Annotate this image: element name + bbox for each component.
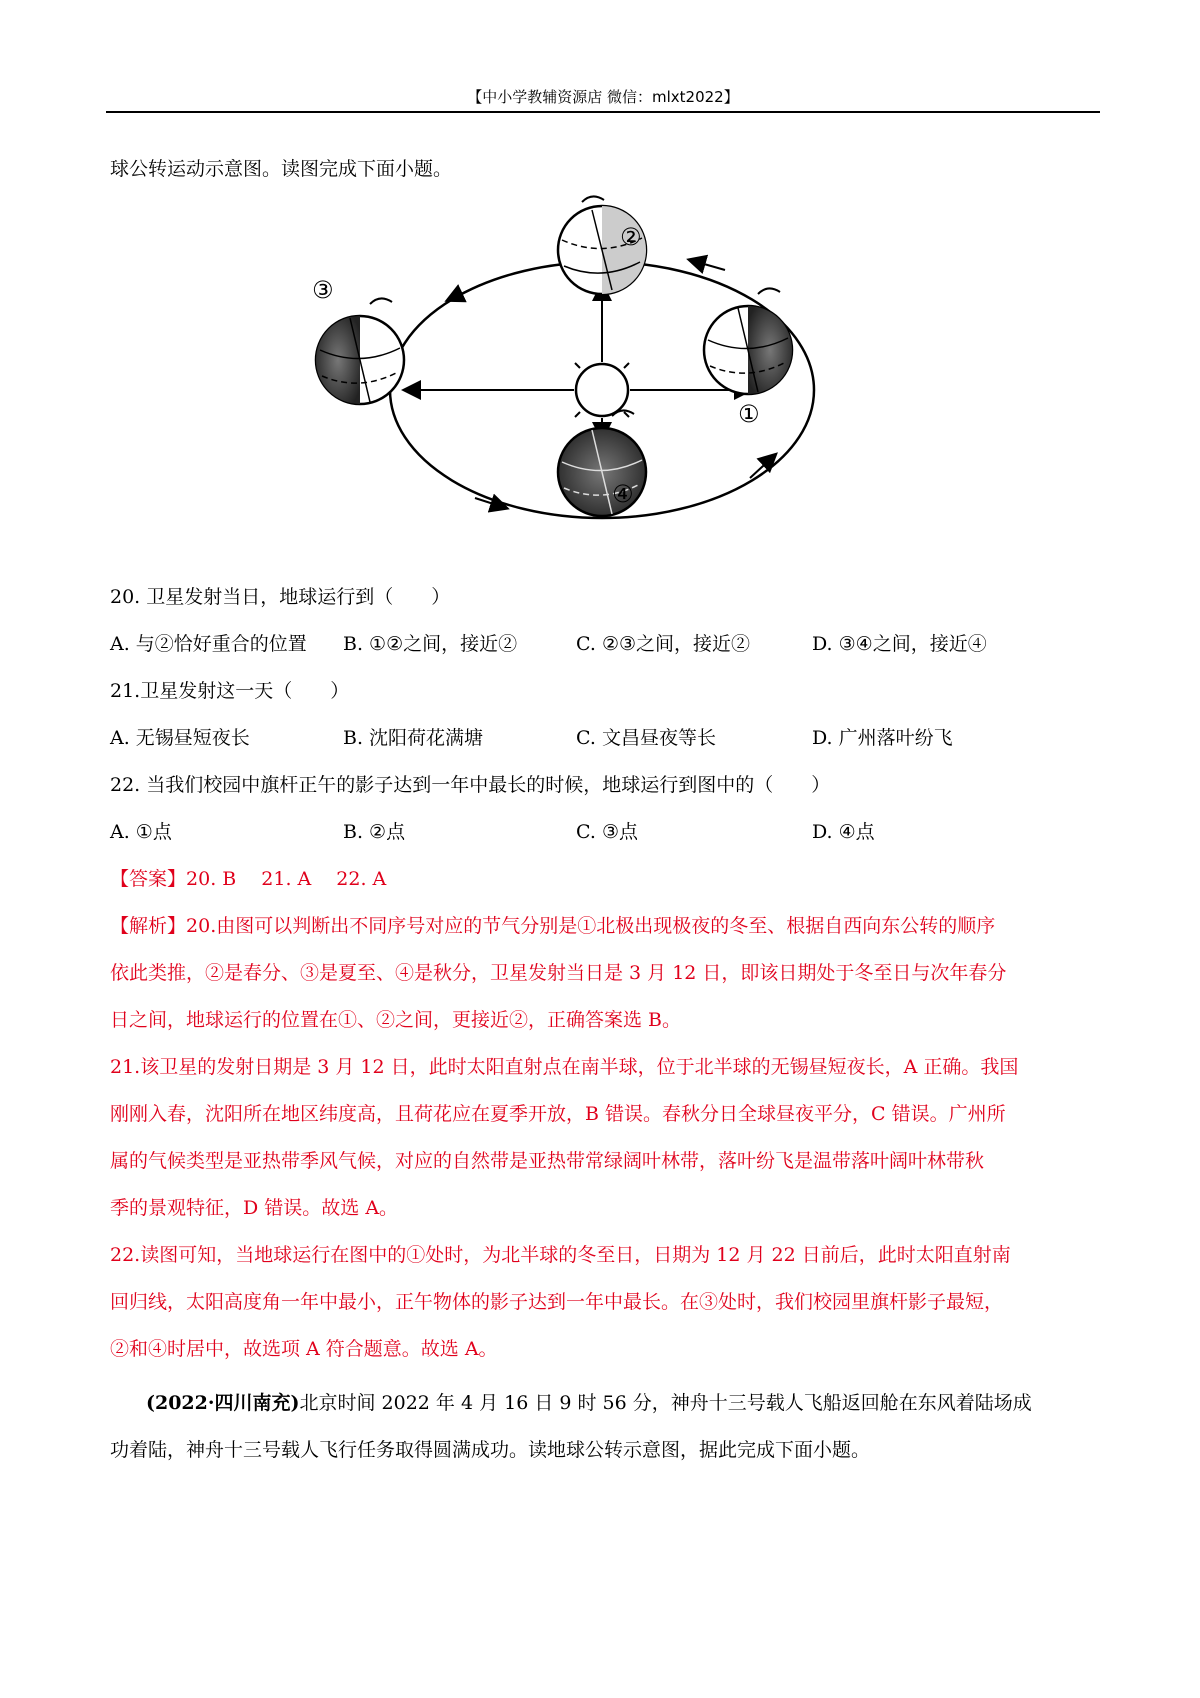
next-question-text: 北京时间 2022 年 4 月 16 日 9 时 56 分，神舟十三号载人飞船返回舱在东风着陆场成 [299,1392,1032,1414]
analysis-line-3: 日之间，地球运行的位置在①、②之间，更接近②，正确答案选 B。 [110,1009,682,1031]
analysis-line-7: 季的景观特征，D 错误。故选 A。 [110,1197,399,1219]
earth-orbit-diagram [312,200,890,560]
label-3: ③ [312,276,334,304]
orbit-arrow [690,260,725,270]
next-question-line-1 [146,1390,1032,1416]
page-header: 【中小学教辅资源店 微信：mlxt2022】 [467,88,739,106]
q21-option-d[interactable]: D. 广州落叶纷飞 [812,727,953,749]
q20-option-a[interactable]: A. 与②恰好重合的位置 [110,633,307,655]
q20-option-c[interactable]: C. ②③之间，接近② [576,633,751,655]
q22-option-b[interactable]: B. ②点 [343,821,406,843]
analysis-line-8: 22.读图可知，当地球运行在图中的①处时，为北半球的冬至日，日期为 12 月 22 日前后，此时太阳直射南 [110,1244,1011,1266]
q22-stem: 22. 当我们校园中旗杆正午的影子达到一年中最长的时候，地球运行到图中的（ ） [110,774,831,796]
label-2: ② [620,223,642,251]
intro-text: 球公转运动示意图。读图完成下面小题。 [110,158,453,180]
analysis-line-4: 21.该卫星的发射日期是 3 月 12 日，此时太阳直射点在南半球，位于北半球的无锡昼短夜长，A 正确。我国 [110,1056,1019,1078]
analysis-tag: 【解析】 [110,915,187,937]
analysis-line-10: ②和④时居中，故选项 A 符合题意。故选 A。 [110,1338,498,1360]
analysis-line-6: 属的气候类型是亚热带季风气候，对应的自然带是亚热带常绿阔叶林带，落叶纷飞是温带落叶阔叶林带秋 [110,1150,985,1172]
earth-position-3 [316,298,404,404]
label-1: ① [738,400,760,428]
label-4: ④ [612,480,634,508]
q21-option-c[interactable]: C. 文昌昼夜等长 [576,727,716,749]
analysis-line-9: 回归线，太阳高度角一年中最小，正午物体的影子达到一年中最长。在③处时，我们校园里旗杆影子最短， [110,1291,1004,1313]
analysis-line-5: 刚刚入春，沈阳所在地区纬度高，且荷花应在夏季开放，B 错误。春秋分日全球昼夜平分，C 错误。广州所 [110,1103,1006,1125]
q21-stem: 21.卫星发射这一天（ ） [110,680,350,702]
analysis-text: 20.由图可以判断出不同序号对应的节气分别是①北极出现极夜的冬至、根据自西向东公转的顺序 [186,915,996,937]
q20-option-d[interactable]: D. ③④之间，接近④ [812,633,987,655]
q20-stem: 20. 卫星发射当日，地球运行到（ ） [110,586,451,608]
q22-option-c[interactable]: C. ③点 [576,821,638,843]
q21-option-b[interactable]: B. 沈阳荷花满塘 [343,727,484,749]
answer-line [110,866,386,892]
analysis-line-1 [110,913,995,939]
answer-text: 20. B 21. A 22. A [186,868,387,890]
analysis-line-2: 依此类推，②是春分、③是夏至、④是秋分，卫星发射当日是 3 月 12 日，即该日期处于冬至日与次年春分 [110,962,1007,984]
q21-option-a[interactable]: A. 无锡昼短夜长 [110,727,250,749]
orbit-arrow [448,285,480,300]
next-question-source: (2022·四川南充) [146,1392,300,1414]
sun-icon [564,352,640,428]
q22-option-d[interactable]: D. ④点 [812,821,875,843]
header-divider [106,111,1100,113]
next-question-line-2: 功着陆，神舟十三号载人飞行任务取得圆满成功。读地球公转示意图，据此完成下面小题。 [110,1439,871,1461]
q22-option-a[interactable]: A. ①点 [110,821,172,843]
q20-option-b[interactable]: B. ①②之间，接近② [343,633,518,655]
answer-tag: 【答案】 [110,868,187,890]
earth-position-1 [704,288,792,394]
